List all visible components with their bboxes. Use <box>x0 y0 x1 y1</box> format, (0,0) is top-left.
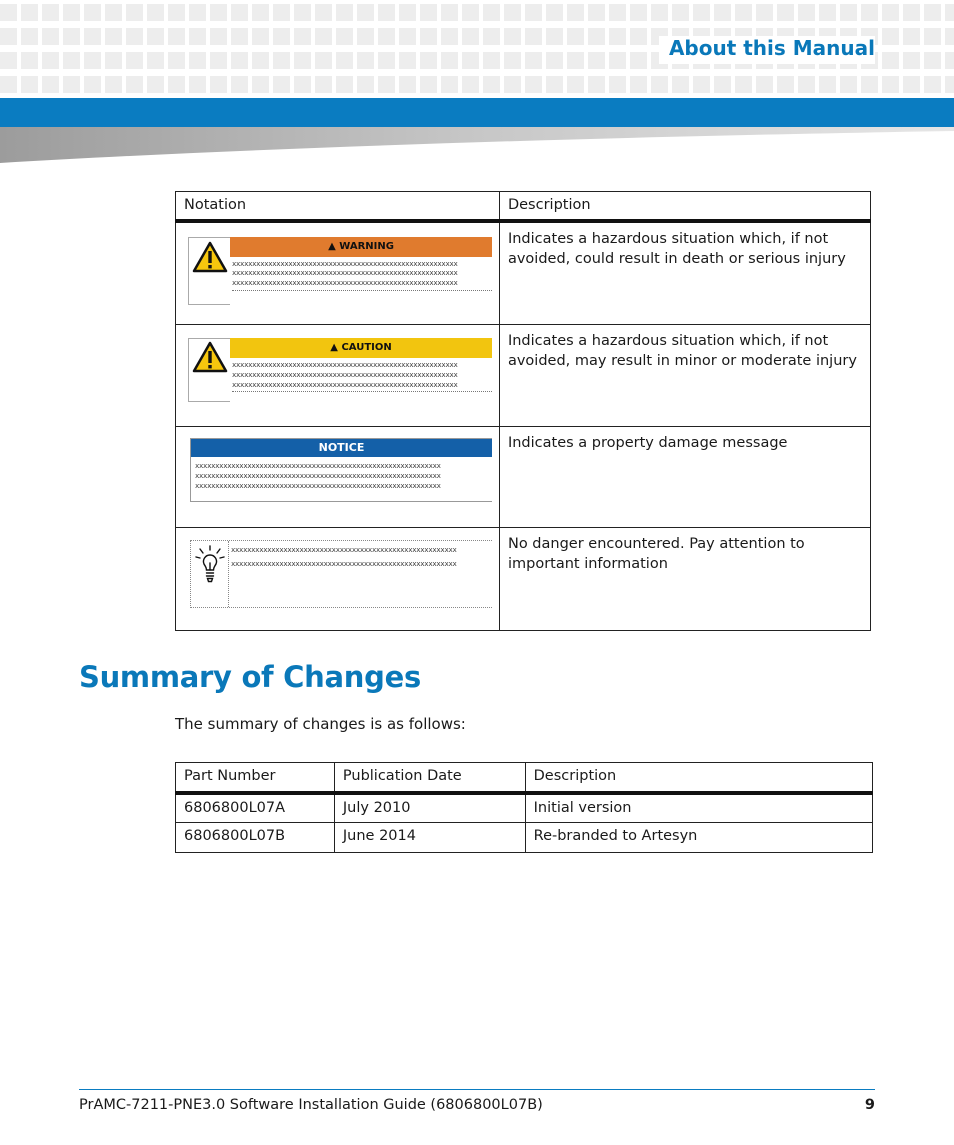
page-number: 9 <box>864 1097 875 1113</box>
info-description: No danger encountered. Pay attention to important information <box>499 528 870 631</box>
part-number-cell: 6806800L07B <box>176 823 335 853</box>
notice-notation-cell <box>176 427 500 528</box>
caution-notice-sample <box>188 338 492 402</box>
warning-placeholder-text: xxxxxxxxxxxxxxxxxxxxxxxxxxxxxxxxxxxxxxxxxxxxxxxxxxxxxxxx xxxxxxxxxxxxxxxxxxxxxxxxxxxxxxxxxxxxxxxxxxxxxxxxxxxxxxxx xxxxxxxxxxxxxxxxxxxxxxxxxxxxxxxxxxxxxxxxxxxxxxxxxxxxxxxx <box>232 259 492 291</box>
footer-rule <box>79 1089 875 1090</box>
caution-small-icon: ▲ <box>330 342 338 353</box>
footer-document-title: PrAMC-7211-PNE3.0 Software Installation Guide (6806800L07B) <box>79 1097 543 1113</box>
header-swoosh <box>0 127 954 163</box>
caution-notation-cell <box>176 325 500 427</box>
info-notice-sample <box>190 540 492 608</box>
warning-label: WARNING <box>339 240 394 252</box>
notice-notice-sample <box>190 438 492 502</box>
caution-triangle-icon <box>192 341 228 373</box>
table-row <box>176 427 871 528</box>
header-bar <box>0 98 954 127</box>
publication-date-header: Publication Date <box>334 763 525 793</box>
change-description-cell: Re-branded to Artesyn <box>525 823 872 853</box>
warning-description: Indicates a hazardous situation which, if not avoided, could result in death or serious injury <box>499 221 870 325</box>
warning-small-icon: ▲ <box>328 240 336 252</box>
notation-header: Notation <box>176 192 500 221</box>
change-description-header: Description <box>525 763 872 793</box>
notation-table <box>175 191 871 631</box>
warning-notation-cell <box>176 221 500 325</box>
caution-label: CAUTION <box>341 342 392 353</box>
caution-placeholder-text: xxxxxxxxxxxxxxxxxxxxxxxxxxxxxxxxxxxxxxxxxxxxxxxxxxxxxxxx xxxxxxxxxxxxxxxxxxxxxxxxxxxxxxxxxxxxxxxxxxxxxxxxxxxxxxxx xxxxxxxxxxxxxxxxxxxxxxxxxxxxxxxxxxxxxxxxxxxxxxxxxxxxxxxx <box>232 360 492 392</box>
part-number-header: Part Number <box>176 763 335 793</box>
section-title: About this Manual <box>659 36 875 64</box>
notice-placeholder-text: xxxxxxxxxxxxxxxxxxxxxxxxxxxxxxxxxxxxxxxxxxxxxxxxxxxxxxxxxxxxx xxxxxxxxxxxxxxxxxxxxxxxxxxxxxxxxxxxxxxxxxxxxxxxxxxxxxxxxxxxxx xxxxxxxxxxxxxxxxxxxxxxxxxxxxxxxxxxxxxxxxxxxxxxxxxxxxxxxxxxxxx <box>195 461 441 490</box>
summary-heading: Summary of Changes <box>79 660 421 694</box>
changes-table <box>175 762 873 853</box>
part-number-cell: 6806800L07A <box>176 793 335 823</box>
notice-label-bar <box>191 439 492 457</box>
warning-label-bar <box>230 237 492 257</box>
caution-label-bar <box>230 338 492 358</box>
publication-date-cell: July 2010 <box>334 793 525 823</box>
caution-description: Indicates a hazardous situation which, if not avoided, may result in minor or moderate injury <box>499 325 870 427</box>
table-row <box>176 793 873 823</box>
notice-label: NOTICE <box>318 441 365 454</box>
description-header: Description <box>499 192 870 221</box>
table-row <box>176 528 871 631</box>
table-row <box>176 221 871 325</box>
info-notation-cell <box>176 528 500 631</box>
info-placeholder-text: xxxxxxxxxxxxxxxxxxxxxxxxxxxxxxxxxxxxxxxxxxxxxxxxxxxxxxxx xxxxxxxxxxxxxxxxxxxxxxxxxxxxxxxxxxxxxxxxxxxxxxxxxxxxxxxx <box>231 545 457 568</box>
notice-description: Indicates a property damage message <box>499 427 870 528</box>
warning-triangle-icon <box>192 241 228 273</box>
change-description-cell: Initial version <box>525 793 872 823</box>
summary-intro: The summary of changes is as follows: <box>175 715 466 733</box>
table-row <box>176 325 871 427</box>
warning-notice-sample <box>188 237 492 305</box>
table-row <box>176 823 873 853</box>
publication-date-cell: June 2014 <box>334 823 525 853</box>
lightbulb-icon <box>195 545 225 585</box>
